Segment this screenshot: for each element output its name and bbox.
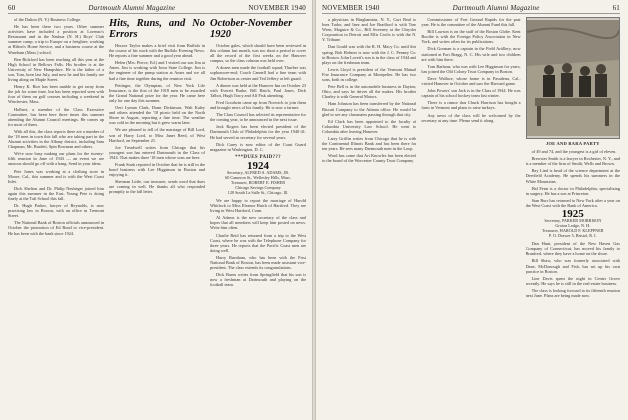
column-paragraph: Pete Jones was working at a clothing store in Moore, Cal., this summer and is with the West Coast Inlet. [8, 168, 104, 184]
column-paragraph: Any news of the class will be welcomed by the secretary at any time. Please send it along. [421, 112, 521, 123]
left-col3-body [210, 43, 306, 152]
secretary-name-1925: Secretary, PARKER MORRISON [544, 218, 602, 224]
treasurer-name-1924: Treasurer, ROBERT E. FISHER [230, 179, 286, 185]
column-paragraph: Charlie Reid has returned from a trip to the West Coast, where he was with the Telephone Company for three years. He reports that the Pacific Coast men are doing well. [210, 232, 306, 253]
right-col-2 [421, 17, 520, 300]
column-headline-hits: Hits, Runs, and No Errors [109, 18, 205, 40]
issue-date-right: NOVEMBER 1940 [322, 4, 380, 12]
column-paragraph: Brewster Smith is a lawyer in Rochester, N. Y., and is a member of the firm of Smith, Wells and Brown. [525, 156, 620, 167]
column-paragraph: Henry K. Rice has been unable to get away from the job for some time, but has been reported seen with four of them on golf courses including a weekend in Winchester, Mass. [8, 84, 104, 105]
left-col-2 [109, 17, 205, 289]
column-paragraph: We are pleased to tell of the marriage of Bill Lord, son of Harry Lord, to Miss Janet Reed, of West Hartford, on September 21. [109, 127, 205, 143]
column-paragraph: Larry Griffin writes from Chicago that he is with the Continental Illinois Bank and has been there for ten years. He sees many Dartmouth men in the Loop. [322, 135, 417, 152]
column-paragraph: A dinner was held at the Hanover Inn on October 23 with Everett Burke, Bill Hatch, Paul Jones, Dick Talbot, Hugh Tracy and Alf Fisk attending. [210, 82, 306, 98]
running-header-right [322, 3, 620, 14]
secretary-name-1924: Secretary, ALFRED A. ADAMS, JR. [226, 169, 290, 175]
column-paragraph: of the Dalton (N. Y.) Business College. [14, 17, 82, 22]
column-paragraph: Al Adams is the new secretary of the class and hopes that all members will keep him posted on news. Write him often. [210, 215, 306, 231]
column-paragraph: John Powers' son Jack is in the Class of 1944. He was captain of his school hockey team last winter. [421, 88, 521, 99]
page-number-left: 60 [8, 4, 16, 12]
column-paragraph: Tom Barbour, who was with Lee Higginson for years, has joined the Old Colony Trust Company in Boston. [421, 63, 521, 74]
column-headline-october: October-November 1920 [210, 18, 293, 40]
right-col3-body [526, 149, 620, 208]
column-paragraph: Dick Shelton and Dr. Philip Neubeger joined him again this summer in the East. Young Pete is doing finely at the Taft School this fall. [8, 185, 104, 201]
column-paragraph: A dozen men made the football squad; Thurber was sophomore-end; Coach Cannell had a fine team with Jim Robertson as center and Ted Jeffery at left guard. [210, 65, 306, 81]
column-paragraph: Word has come that Art Knowles has been elected to the board of the Worcester County Trust Company. [322, 153, 417, 164]
column-paragraph: Sherman Little, our treasurer, sends word that dues are coming in well. He thanks all who responded promptly to the fall letter. [109, 179, 205, 195]
column-paragraph: Fred Goodwin came up from Norwich to join them and brought news of his family. He is now a farmer. [210, 99, 306, 111]
class-party-photo [526, 17, 620, 139]
column-paragraph: Dan Hunt, president of the New Haven Gas Company of Connecticut, has moved his family to Branford, where they have a home on the shore. [525, 241, 620, 257]
magazine-title-right: Dartmouth Alumni Magazine [452, 4, 540, 12]
secretary-block-1925 [526, 218, 620, 238]
treasurer-org-1924: Chicago Savings Company [235, 184, 281, 190]
column-paragraph: Pete Bell is in the automobile business in Dayton, Ohio, and says he drives all the makes. His brother Charley is with General Motors. [322, 84, 417, 100]
column-paragraph: The Class Council has selected its representative for the coming year, to be announced in the next issue. [210, 112, 306, 123]
column-paragraph: of 49 and 74, and the youngest is a girl of eleven. [531, 149, 617, 155]
right-columns [322, 17, 620, 300]
left-page [0, 0, 312, 420]
column-paragraph: Line Davis spent the night in Center Grove recently. He says he is still in the real estate business. [525, 275, 620, 286]
column-paragraph: Ed Clark has been appointed to the faculty of Columbia University Law School. He went to Columbia after leaving Hanover. [322, 118, 417, 134]
column-paragraph: We are happy to report the marriage of Harold Whitlock to Miss Eleanor Hatch of Hartford. They are living in West Hartford, Conn. [210, 197, 306, 214]
column-paragraph: Horace Taylor makes a brief visit from Buffalo in the course of his work with the Buffalo Evening News. He reports a fine summer and a good year ahead. [109, 43, 205, 59]
column-paragraph: Commissioner of Fort Ground Rapids for the past year. He is the committee of the Alumni Fund this fall. [421, 17, 521, 28]
column-paragraph: Lewis Lloyd is president of the Vermont Mutual Fire Insurance Company at Montpelier. He has two sons, both in college. [322, 66, 417, 83]
column-paragraph: Oeri Lyman Clark, Donn Dickinson, Walt Kaley and others attended the '18 picnic held on the North Shore in August, reporting a fine time. The weather was cold in the morning but it grew warm later. [109, 105, 205, 126]
secretary-address-1925: Groton Lodge, N. H. [555, 223, 591, 229]
treasurer-name-1925: Treasurer, HAROLD F. KLEPPNER [541, 228, 604, 234]
column-paragraph: Ben Bickford has been teaching all this year at the High School in Bellows Falls. His brother is at the University of New Hampshire. He is the father of a son, Tom, born last July, and now he and his family are living along on Maple Street. [8, 56, 104, 83]
dues-paid-line: ***DUES PAID??? [235, 154, 281, 160]
column-paragraph: Bill Shaw, who was formerly associated with Dane, McDonough and Fish, has set up his own practice in Boston. [525, 258, 620, 274]
class-heading-1925: 1925 [561, 208, 584, 221]
right-col1-body [322, 17, 416, 163]
left-col2-body [109, 43, 205, 195]
class-heading-1924: 1924 [247, 159, 269, 172]
photo-caption: JOE AND BARA PARTY [545, 141, 600, 146]
column-paragraph: Dr. Hugh Parker, lawyer of Reynolds, is now practising law in Boston, with an office in Tremont Street. [8, 203, 104, 219]
page-number-right: 61 [612, 4, 620, 12]
secretary-address-1924: 60 Cameron St., Wellesley Hills, Mass. [225, 174, 291, 180]
treasurer-address-1925: P. O. Drawer 5, Bristol, R. I. [548, 233, 597, 239]
column-paragraph: Holbert, a member of the Class Executive Committee, has been here three times this summer attending the Alumni Council meetings. He comes up for most of them. [8, 106, 104, 127]
column-paragraph: Bill Lawson is on the staff of the Boston Globe. Kent Boothe is with the Foreign Policy Association in New York, and writes often for its publications. [421, 29, 521, 45]
right-col3-after [526, 241, 620, 298]
column-paragraph: Harry Burnham, who has been with the First National Bank of Boston, has been made assistant vice-president. The class extends its congratulations. [210, 254, 306, 271]
right-page [316, 0, 628, 420]
column-paragraph: October gales, which should have been reviewed in this column last month, was too short a period to cover all the record of the first weeks on the Hanover campus, so the class column was held over. [210, 43, 306, 64]
left-columns [8, 17, 306, 289]
left-col-1 [8, 17, 104, 289]
column-paragraph: a physician in Binghamton, N. Y., Curt Beal to Inez Tudor, and Inez and Joe Bradford is with Tom Wren, Maguire & Co., Bill Sweeney at the Chrysler Corporation in Detroit and Ellis Crofts is with the N. Y. Tribune. [322, 17, 417, 43]
column-paragraph: Ham Johnson has been transferred by the National Biscuit Company to the Atlanta office. He would be glad to see any classmates passing through that city. [322, 101, 417, 117]
column-paragraph: We're now busy making our plans for the twenty-fifth reunion in June of 1943 — an event we are anxious should go off with a bang. Send in your ideas. [8, 151, 104, 167]
column-paragraph: Pettinger, the Olympian, of New York Life Insurance, is the first of the 1918 men to be awarded the Grand National prize for the year. He came here only for one day this summer. [109, 82, 205, 103]
column-paragraph: The National Bank of Boston officials announced in October the promotion of Ed Bond to vice-president. He has been with the bank since 1924. [8, 220, 104, 236]
left-col3-after [210, 198, 306, 288]
right-col-1 [322, 17, 416, 300]
magazine-title-left: Dartmouth Alumni Magazine [88, 4, 176, 12]
left-col-3 [210, 17, 306, 289]
column-paragraph: Dave Wallace, whose home is in Pasadena, Cal., visited Hanover in October and saw the Harvard game. [421, 75, 521, 87]
column-paragraph: Dick Gorman is a captain in the Field Artillery, now stationed at Fort Bragg, N. C. His wife and two children are with him there. [421, 46, 521, 62]
right-col-3 [526, 17, 620, 300]
column-paragraph: Frank Stark reported in October that he is still in the bond business with Lee Higginson in Boston and enjoying it. [109, 161, 205, 178]
treasurer-address-1924: 120 South La Salle St., Chicago, Ill. [227, 189, 289, 195]
column-paragraph: He has been there two years. Other summer activities have included a position at Lorenzo's Restaurant and in the Nashua (N. H.) Boys' Club summer camp; a trip to Europe on a freighter; working at Hilton's Home Service; and a business course at the Wareham (Mass.) school. [8, 24, 104, 55]
right-col2-body [421, 17, 520, 123]
column-paragraph: The class is looking forward to its fifteenth reunion next June. Plans are being made now. [525, 287, 620, 298]
column-paragraph: Stan Burr has returned to New York after a year on the West Coast with the Bank of America. [525, 197, 620, 208]
running-header-left [8, 3, 306, 14]
left-col1-body [8, 17, 104, 236]
column-paragraph: Dick Burns writes from Springfield that his son is now a freshman at Dartmouth and playing on the football team. [210, 272, 306, 288]
column-paragraph: Joe Treadwell writes from Chicago that his youngest son has entered Dartmouth in the Class of 1944. That makes three '18 men whose sons are here. [109, 144, 205, 160]
column-paragraph: Dan Gould was with the R. H. Macy Co. until this spring. Bob Holmes is now with the J. C. Penney Co. in Boston. John Lovett's son is in the class of 1944 and plays on the freshman team. [322, 44, 417, 65]
issue-date-left: NOVEMBER 1940 [248, 4, 306, 12]
column-paragraph: Hal Fenn is a doctor in Philadelphia, specializing in surgery. He has a son at Princeton. [525, 185, 620, 196]
column-paragraph: Jack Rogers has been elected president of the Dartmouth Club of Philadelphia for the year 1940-41. He had served as secretary for several years. [210, 124, 306, 140]
secretary-block-1924 [210, 170, 306, 195]
column-paragraph: With all this, the class reports there are a number of the '18 men in town this fall who are taking part in the Alumni activities in the Albany district, including Sam Chapman, Mr. Burdett, Spin Bowman and others. [8, 128, 104, 150]
photo-image [527, 20, 619, 136]
column-paragraph: There is a rumor that Chuck Harrison has bought a farm in Vermont and plans to raise turkeys. [421, 100, 521, 111]
column-paragraph: Dick Carey is now editor of the Coast Guard magazine in Washington, D. C. [210, 141, 306, 152]
column-paragraph: Ray Lind is head of the science department at the Deerfield Academy. He spends his summers in the White Mountains. [525, 168, 620, 184]
column-paragraph: Helen (Mrs. Pierce, Ed.) and I visited our son Jim at Ames. Jim is working with Iowa State College. Jim is the engineer of the pump station at Ames and we all had a fine time together during the reunion visit. [109, 60, 205, 81]
